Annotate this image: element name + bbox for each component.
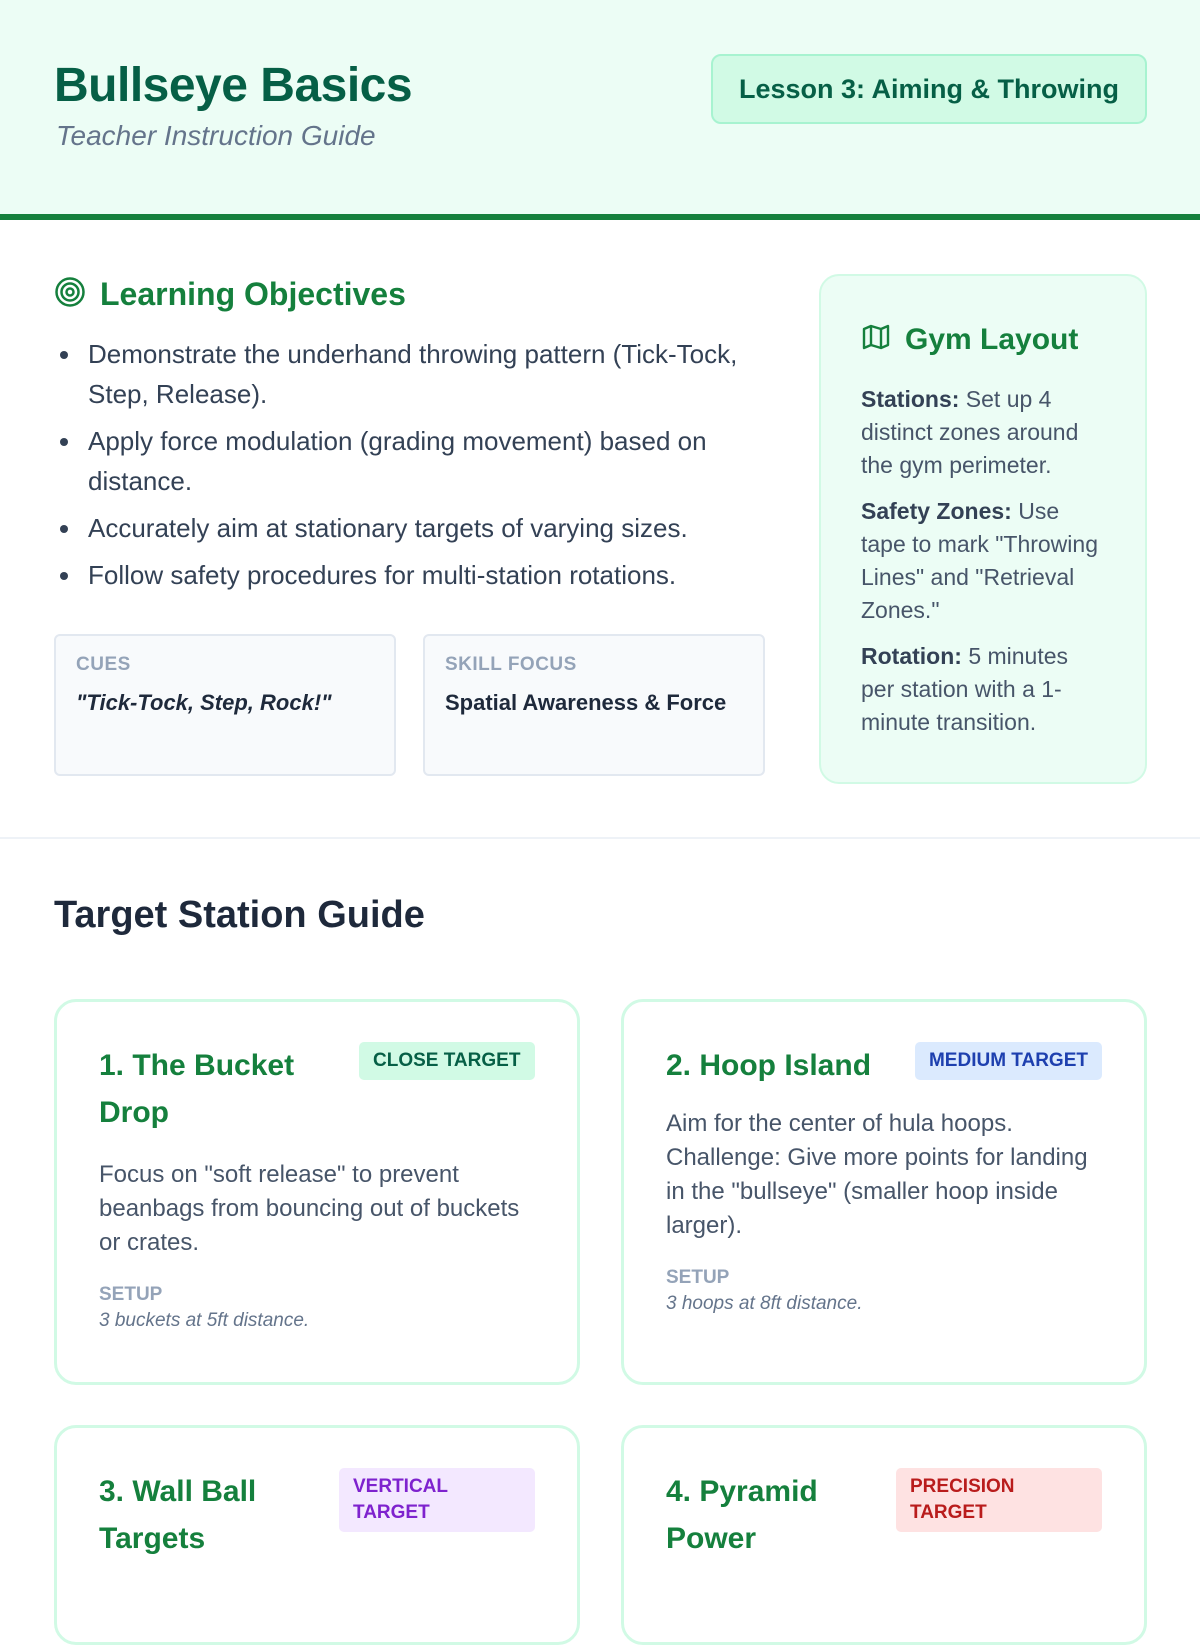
station-description: Focus on "soft release" to prevent beanbags from bouncing out of buckets or crates. [99,1161,520,1256]
station-title: 1. The Bucket Drop [99,1049,295,1129]
list-item: Accurately aim at stationary targets of varying sizes. [54,508,774,548]
cues-label: CUES [76,654,131,675]
target-icon [54,276,86,313]
gym-stations-value: Set up 4 distinct zones around the gym perimeter. [861,386,1079,478]
gym-safety-text [861,495,1105,627]
setup-text: 3 buckets at 5ft distance. [99,1310,310,1331]
list-item: Follow safety procedures for multi-station rotations. [54,555,774,595]
gym-layout-heading-text: Gym Layout [905,322,1079,356]
station-card-3 [54,1425,580,1645]
skill-focus-label: SKILL FOCUS [445,654,577,675]
setup-label: SETUP [99,1284,163,1305]
station-card-4 [621,1425,1147,1645]
cues-box [54,634,396,776]
station-tag: MEDIUM TARGET [915,1042,1102,1080]
objectives-list [54,334,774,602]
station-description: Aim for the center of hula hoops. Challenge: Give more points for landing in the "bullseye" (smaller hoop inside larger). [666,1110,1088,1239]
station-title: 2. Hoop Island [666,1049,872,1082]
station-title: 4. Pyramid Power [666,1475,818,1555]
list-item: Demonstrate the underhand throwing pattern (Tick-Tock, Step, Release). [54,334,774,414]
section-divider [0,837,1200,839]
list-item: Apply force modulation (grading movement) based on distance. [54,421,774,501]
station-tag: VERTICAL TARGET [339,1468,535,1532]
station-title: 3. Wall Ball Targets [99,1475,257,1555]
page-title: Bullseye Basics [54,59,413,112]
gym-safety-value: Use tape to mark "Throwing Lines" and "Retrieval Zones." [861,498,1098,623]
station-tag: PRECISION TARGET [896,1468,1102,1532]
gym-rotation-label: Rotation: [861,643,962,669]
map-icon [861,322,891,357]
gym-rotation-text [861,640,1105,739]
station-card-1 [54,999,580,1385]
station-card-2 [621,999,1147,1385]
setup-text: 3 hoops at 8ft distance. [666,1293,863,1314]
gym-safety-label: Safety Zones: [861,498,1012,524]
station-guide-title: Target Station Guide [54,894,425,936]
skill-focus-value: Spatial Awareness & Force [445,690,727,715]
objectives-heading [54,276,406,313]
cues-value: "Tick-Tock, Step, Rock!" [76,690,332,715]
skill-focus-box [423,634,765,776]
setup-label: SETUP [666,1267,730,1288]
lesson-badge: Lesson 3: Aiming & Throwing [711,54,1147,124]
page-subtitle: Teacher Instruction Guide [56,120,376,151]
gym-rotation-value: 5 minutes per station with a 1-minute transition. [861,643,1069,735]
gym-layout-box [819,274,1147,784]
page-header [0,0,1200,220]
gym-stations-label: Stations: [861,386,960,412]
objectives-heading-text: Learning Objectives [100,276,406,312]
gym-layout-heading [861,322,1105,357]
gym-stations-text [861,383,1105,482]
station-tag: CLOSE TARGET [359,1042,535,1080]
